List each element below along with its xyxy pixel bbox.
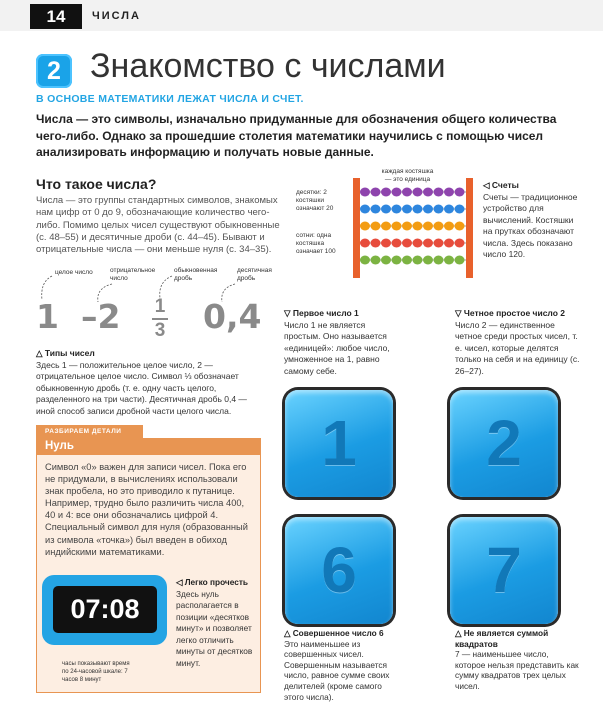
abacus-ann-each: каждая костяшка — это единица (381, 168, 434, 183)
abacus-bead (444, 188, 454, 197)
tile-caption-7: △ Не является суммой квадратов 7 — наименьшее число, которое нельзя представить как сумму квадратов трех целых чисел. (455, 628, 579, 691)
tile-text-7: 7 — наименьшее число, которое нельзя представить как сумму квадратов трех целых чисел. (455, 649, 579, 691)
abacus-rods (360, 188, 466, 265)
abacus-bead (444, 205, 454, 214)
tile-caption-1: ▽ Первое число 1 Число 1 не является простым. Оно называется «единицей»: любое число, умноженное на 1, равно самому себе. (284, 308, 390, 376)
tile-title-6: Совершенное число 6 (292, 628, 384, 638)
tile-caption-6: △ Совершенное число 6 Это наименьшее из совершенных чисел. Совершенным называется число, равное сумме своих делителей (кроме самого этого числа). (284, 628, 390, 702)
number-tile-2: 2 (450, 390, 558, 497)
header-bar (0, 0, 603, 31)
abacus-bead (423, 188, 433, 197)
abacus-ann-tens: десятки: 2 костяшки означают 20 (296, 189, 334, 212)
abacus-caption: ◁ Счеты Счеты — традиционное устройство для вычислений. Костяшки на прутках обозначают числа. Здесь показано число 120. (483, 180, 578, 259)
types-caption-text: Здесь 1 — положительное целое число, 2 — отрицательное целое число. Символ ⅓ обозначает обыкновенную дробь (т. е. одну часть целого, разделенного на три части). Десятичная дробь 0,4 — иной способ записи дробной части целого числа. (36, 359, 247, 416)
tile-title-2: Четное простое число 2 (463, 308, 565, 318)
abacus-bead (455, 188, 465, 197)
tile-caption-2: ▽ Четное простое число 2 Число 2 — единственное четное среди простых чисел, т. е. чисел, которые делятся только на себя и на единицу (с. 26–27). (455, 308, 580, 376)
abacus-bead (360, 205, 370, 214)
chapter-number-badge: 2 (36, 54, 72, 88)
abacus-bead (392, 239, 402, 248)
abacus-bead (402, 205, 412, 214)
abacus-bead (371, 222, 381, 231)
abacus-bead (381, 222, 391, 231)
tile-text-6: Это наименьшее из совершенных чисел. Совершенным называется число, равное сумме своих делителей (кроме самого этого числа). (284, 638, 390, 702)
abacus-caption-title: Счеты (491, 180, 519, 190)
label-decimal: десятичная дробь (237, 267, 272, 282)
number-tile-6: 6 (285, 517, 393, 624)
abacus-bead (360, 256, 370, 265)
abacus-bead (381, 188, 391, 197)
abacus-bead (455, 205, 465, 214)
abacus-bead (392, 256, 402, 265)
abacus-bead (392, 222, 402, 231)
intro-paragraph: Числа — это символы, изначально придуманные для обозначения общего количества чего-либо. Однако за прошедшие столетия математики научились с помощью чисел анализировать информацию и получать новые данные. (36, 112, 557, 159)
abacus-bead (455, 256, 465, 265)
number-tile-7: 7 (450, 517, 558, 624)
abacus-bead (402, 239, 412, 248)
abacus-bead (371, 239, 381, 248)
abacus-bead (392, 188, 402, 197)
abacus-bead (455, 239, 465, 248)
abacus-bead (371, 205, 381, 214)
tile-title-7: Не является суммой квадратов (455, 628, 549, 649)
abacus-bead (434, 205, 444, 214)
page-title: Знакомство с числами (90, 47, 446, 85)
tile-text-1: Число 1 не является простым. Оно называется «единицей»: любое число, умноженное на 1, равно самому себе. (284, 319, 390, 376)
abacus-frame-right (466, 178, 473, 278)
details-tab: РАЗБИРАЕМ ДЕТАЛИ (36, 425, 143, 438)
abacus-ann-hundreds: сотни: одна костяшка означает 100 (296, 232, 336, 255)
details-title: Нуль (45, 440, 74, 452)
abacus-bead (423, 222, 433, 231)
abacus-bead (360, 188, 370, 197)
number-whole: 1 (36, 297, 59, 336)
tile-title-1: Первое число 1 (292, 308, 359, 318)
abacus-bead (381, 256, 391, 265)
abacus-bead (413, 205, 423, 214)
tile-text-2: Число 2 — единственное четное среди простых чисел, т. е. чисел, которые делятся только на себя и на единицу (с. 26–27). (455, 319, 580, 376)
abacus-bead (434, 256, 444, 265)
abacus-bead (434, 188, 444, 197)
abacus-bead (360, 239, 370, 248)
label-fraction: обыкновенная дробь (174, 267, 218, 282)
abacus (348, 170, 478, 280)
number-tile-1: 1 (285, 390, 393, 497)
abacus-bead (444, 256, 454, 265)
abacus-bead (423, 239, 433, 248)
abacus-bead (381, 239, 391, 248)
abacus-bead (455, 222, 465, 231)
abacus-bead (371, 188, 381, 197)
clock-display: 07:08 (53, 586, 157, 633)
abacus-bead (402, 256, 412, 265)
abacus-bead (371, 256, 381, 265)
page-number: 14 (30, 4, 82, 29)
page-subtitle: В ОСНОВЕ МАТЕМАТИКИ ЛЕЖАТ ЧИСЛА И СЧЕТ. (36, 93, 304, 105)
abacus-caption-text: Счеты — традиционное устройство для вычислений. Костяшки на прутках обозначают числа. Здесь показано число 120. (483, 191, 578, 259)
abacus-bead (402, 222, 412, 231)
abacus-bead (423, 205, 433, 214)
abacus-bead (392, 205, 402, 214)
abacus-bead (434, 239, 444, 248)
abacus-bead (423, 256, 433, 265)
abacus-bead (444, 222, 454, 231)
clock-caption: ◁ Легко прочесть Здесь нуль располагается в позиции «десятков минут» и позволяет легко отличить минуты от десятков минут. (176, 577, 253, 668)
label-whole: целое число (55, 269, 93, 276)
abacus-bead (444, 239, 454, 248)
abacus-bead (402, 188, 412, 197)
fraction-denominator: 3 (154, 320, 166, 341)
clock-note: часы показывают время по 24-часовой шкале: 7 часов 8 минут (62, 661, 130, 683)
abacus-bead (413, 222, 423, 231)
clock-caption-title: Легко прочесть (184, 577, 249, 587)
details-body: Символ «0» важен для записи чисел. Пока его не придумали, в вычислениях использовали знак пробела, но это приводило к путанице. Например, трудно было различить числа 400, 40 и 4: все они обозначались цифрой 4. Специальный символ для нуля (образованный из символа «точка») был введен в обиход индийскими математиками. (45, 462, 248, 557)
clock-caption-text: Здесь нуль располагается в позиции «десятков минут» и позволяет легко отличить минуты от десятков минут. (176, 588, 253, 668)
abacus-bead (360, 222, 370, 231)
abacus-bead (381, 205, 391, 214)
fraction-numerator: 1 (154, 296, 166, 317)
label-negative: отрицательное число (110, 267, 156, 282)
types-caption-title: Типы чисел (44, 348, 95, 358)
abacus-frame-left (353, 178, 360, 278)
section-body: Числа — это группы стандартных символов, знакомых нам цифр от 0 до 9, обозначающие количество чего-либо. Помимо целых чисел существуют обыкновенные (с. 48–55) и десятичные дроби (с. 44–45). Бывают и отрицательные числа — они меньше нуля (с. 34–35). (36, 195, 280, 256)
section-title: ЧИСЛА (92, 10, 141, 22)
abacus-bead (413, 256, 423, 265)
abacus-bead (413, 188, 423, 197)
number-decimal: 0,4 (203, 297, 262, 336)
abacus-bead (413, 239, 423, 248)
types-caption: △ Типы чисел Здесь 1 — положительное целое число, 2 — отрицательное целое число. Символ ⅓ обозначает обыкновенную дробь (т. е. одну часть целого, разделенного на три части). Десятичная дробь 0,4 — иной способ записи дробной части целого числа. (36, 348, 247, 416)
section-heading: Что такое числа? (36, 176, 157, 192)
number-negative: –2 (81, 297, 121, 336)
abacus-bead (434, 222, 444, 231)
